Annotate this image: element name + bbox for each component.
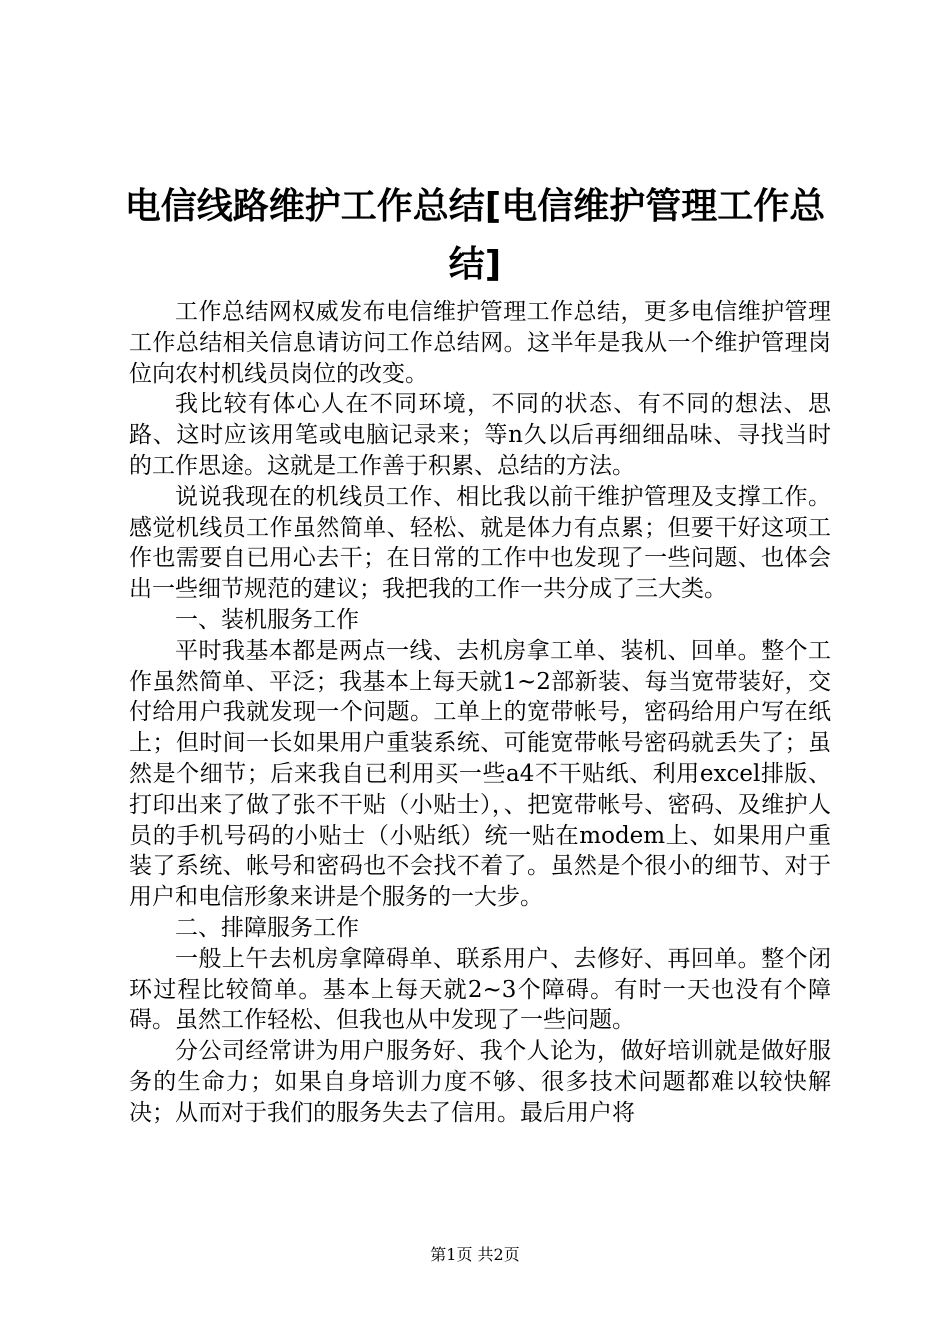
- paragraph-intro: 工作总结网权威发布电信维护管理工作总结，更多电信维护管理工作总结相关信息请访问工作总结网。这半年是我从一个维护管理岗位向农村机线员岗位的改变。: [129, 299, 831, 387]
- paragraph-troubleshooting: 一般上午去机房拿障碍单、联系用户、去修好、再回单。整个闭环过程比较简单。基本上每天就2~3个障碍。有时一天也没有个障碍。虽然工作轻松、但我也从中发现了一些问题。: [129, 945, 831, 1034]
- page-footer: 第1页 共2页: [430, 1245, 520, 1264]
- paragraph-installation: 平时我基本都是两点一线、去机房拿工单、装机、回单。整个工作虽然简单、平泛；我基本上每天就1~2部新装、每当宽带装好，交付给用户我就发现一个问题。工单上的宽带帐号，密码给用户写在纸上；但时间一长如果用户重装系统、可能宽带帐号密码就丢失了；虽然是个细节；后来我自已利用买一些a4不干贴纸、利用excel排版、打印出来了做了张不干贴（小贴士），、把宽带帐号、密码、及维护人员的手机号码的小贴士（小贴纸）统一贴在modem上、如果用户重装了系统、帐号和密码也不会找不着了。虽然是个很小的细节、对于用户和电信形象来讲是个服务的一大步。: [129, 637, 831, 911]
- document-title: 电信线路维护工作总结[电信维护管理工作总结]: [124, 186, 826, 285]
- paragraph-record-method: 我比较有体心人在不同环境，不同的状态、有不同的想法、思路、这时应该用笔或电脑记录来；等n久以后再细细品味、寻找当时的工作思途。这就是工作善于积累、总结的方法。: [129, 391, 831, 479]
- section-heading-troubleshooting: 二、排障服务工作: [175, 914, 359, 941]
- section-heading-installation: 一、装机服务工作: [175, 606, 359, 633]
- document-body: [129, 297, 831, 1129]
- paragraph-current-work: 说说我现在的机线员工作、相比我以前干维护管理及支撑工作。感觉机线员工作虽然简单、轻松、就是体力有点累；但要干好这项工作也需要自已用心去干；在日常的工作中也发现了一些问题、也体会出一些细节规范的建议；我把我的工作一共分成了三大类。: [129, 483, 831, 603]
- paragraph-training: 分公司经常讲为用户服务好、我个人论为，做好培训就是做好服务的生命力；如果自身培训力度不够、很多技术问题都难以较快解决；从而对于我们的服务失去了信用。最后用户将: [129, 1038, 831, 1126]
